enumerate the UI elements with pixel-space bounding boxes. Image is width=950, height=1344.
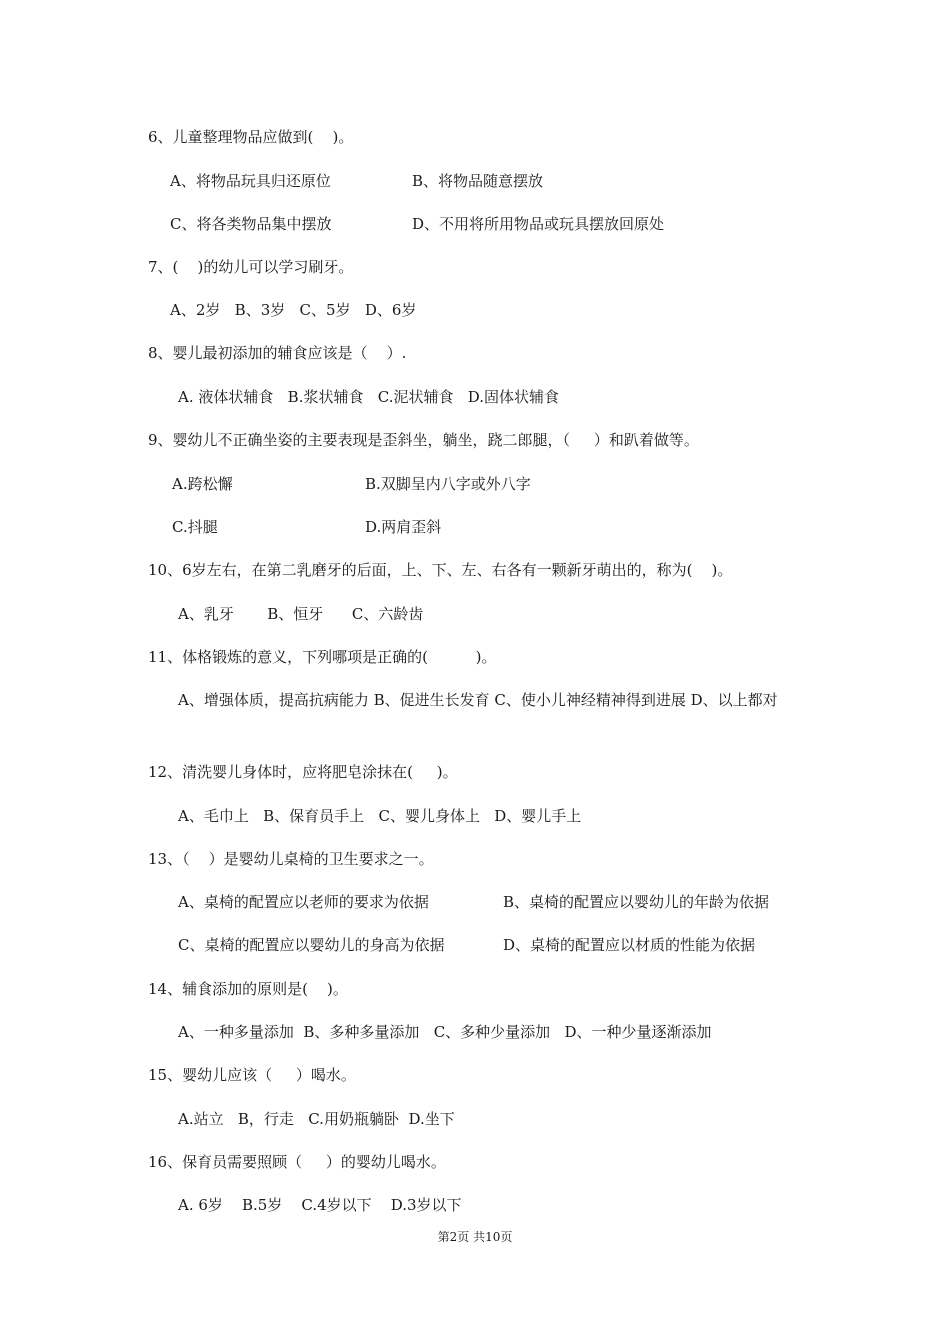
q13-option-d: D、桌椅的配置应以材质的性能为依据 xyxy=(503,936,756,954)
q9-option-d: D.两肩歪斜 xyxy=(365,518,442,536)
q8-stem: 8、婴儿最初添加的辅食应该是（ ）. xyxy=(148,344,407,362)
q6-option-d: D、不用将所用物品或玩具摆放回原处 xyxy=(412,215,665,233)
q6-option-b: B、将物品随意摆放 xyxy=(412,172,544,190)
q13-option-a: A、桌椅的配置应以老师的要求为依据 xyxy=(178,893,429,911)
q9-option-b: B.双脚呈内八字或外八字 xyxy=(365,475,531,493)
q6-stem: 6、儿童整理物品应做到( )。 xyxy=(148,128,354,146)
q13-stem: 13、（ ）是婴幼儿桌椅的卫生要求之一。 xyxy=(148,850,434,868)
q14-stem: 14、辅食添加的原则是( )。 xyxy=(148,980,348,998)
q9-stem: 9、婴幼儿不正确坐姿的主要表现是歪斜坐，躺坐，跷二郎腿，（ ）和趴着做等。 xyxy=(148,431,699,449)
q11-stem: 11、体格锻炼的意义，下列哪项是正确的( )。 xyxy=(148,648,497,666)
q8-options: A. 液体状辅食 B.浆状辅食 C.泥状辅食 D.固体状辅食 xyxy=(178,388,560,406)
q16-stem: 16、保育员需要照顾（ ）的婴幼儿喝水。 xyxy=(148,1153,446,1171)
q13-option-b: B、桌椅的配置应以婴幼儿的年龄为依据 xyxy=(503,893,770,911)
q9-option-a: A.跨松懈 xyxy=(172,475,233,493)
q16-options: A. 6岁 B.5岁 C.4岁以下 D.3岁以下 xyxy=(178,1196,462,1214)
q7-options: A、2岁 B、3岁 C、5岁 D、6岁 xyxy=(170,301,417,319)
q13-option-c: C、桌椅的配置应以婴幼儿的身高为依据 xyxy=(178,936,445,954)
q11-options: A、增强体质，提高抗病能力 B、促进生长发育 C、使小儿神经精神得到进展 D、以上都对 xyxy=(178,691,778,709)
q14-options: A、一种多量添加 B、多种多量添加 C、多种少量添加 D、一种少量逐渐添加 xyxy=(178,1023,712,1041)
q12-stem: 12、清洗婴儿身体时，应将肥皂涂抹在( )。 xyxy=(148,763,458,781)
q15-options: A.站立 B，行走 C.用奶瓶躺卧 D.坐下 xyxy=(178,1110,455,1128)
q6-option-c: C、将各类物品集中摆放 xyxy=(170,215,332,233)
q12-options: A、毛巾上 B、保育员手上 C、婴儿身体上 D、婴儿手上 xyxy=(178,807,582,825)
q10-stem: 10、6岁左右，在第二乳磨牙的后面，上、下、左、右各有一颗新牙萌出的，称为( )。 xyxy=(148,561,733,579)
q7-stem: 7、( )的幼儿可以学习刷牙。 xyxy=(148,258,354,276)
q15-stem: 15、婴幼儿应该（ ）喝水。 xyxy=(148,1066,356,1084)
q9-option-c: C.抖腿 xyxy=(172,518,218,536)
q6-option-a: A、将物品玩具归还原位 xyxy=(170,172,331,190)
q10-options: A、乳牙 B、恒牙 C、六龄齿 xyxy=(178,605,424,623)
page-number-footer: 第2页 共10页 xyxy=(437,1230,513,1244)
